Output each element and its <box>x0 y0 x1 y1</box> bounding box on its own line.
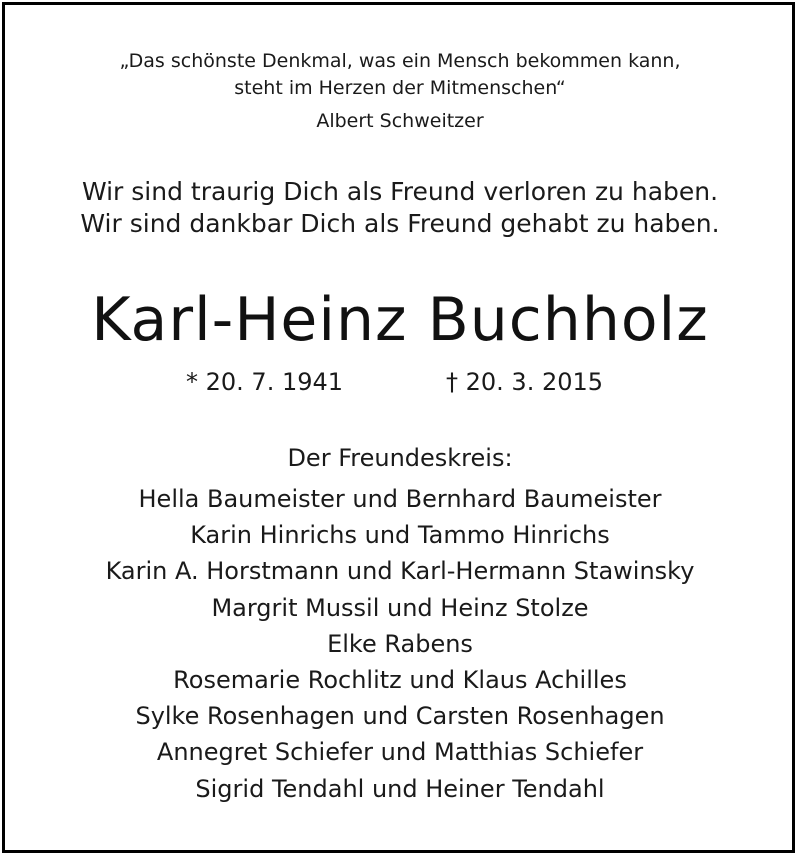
quote-line-2: steht im Herzen der Mitmenschen“ <box>234 77 566 99</box>
list-item: Sylke Rosenhagen und Carsten Rosenhagen <box>135 702 665 731</box>
list-item: Sigrid Tendahl und Heiner Tendahl <box>195 774 605 803</box>
quote-line-1: „Das schönste Denkmal, was ein Mensch bekommen kann, <box>119 50 681 72</box>
friends-circle-heading: Der Freundeskreis: <box>287 444 513 472</box>
list-item: Karin Hinrichs und Tammo Hinrichs <box>190 521 610 550</box>
birth-date: * 20. 7. 1941 <box>186 368 344 396</box>
deceased-name: Karl-Heinz Buchholz <box>91 285 709 355</box>
list-item: Margrit Mussil und Heinz Stolze <box>211 593 589 622</box>
motto-line-1: Wir sind traurig Dich als Freund verloren zu haben. <box>81 177 719 206</box>
list-item: Rosemarie Rochlitz und Klaus Achilles <box>173 666 627 695</box>
list-item: Annegret Schiefer und Matthias Schiefer <box>156 738 644 767</box>
list-item: Hella Baumeister und Bernhard Baumeister <box>138 485 662 513</box>
list-item: Karin A. Horstmann und Karl-Hermann Stawinsky <box>105 557 695 586</box>
quote-author: Albert Schweitzer <box>316 110 484 132</box>
list-item: Elke Rabens <box>327 629 473 658</box>
motto-line-2: Wir sind dankbar Dich als Freund gehabt zu haben. <box>80 209 720 238</box>
death-date: † 20. 3. 2015 <box>446 368 604 396</box>
friends-list <box>0 481 800 807</box>
